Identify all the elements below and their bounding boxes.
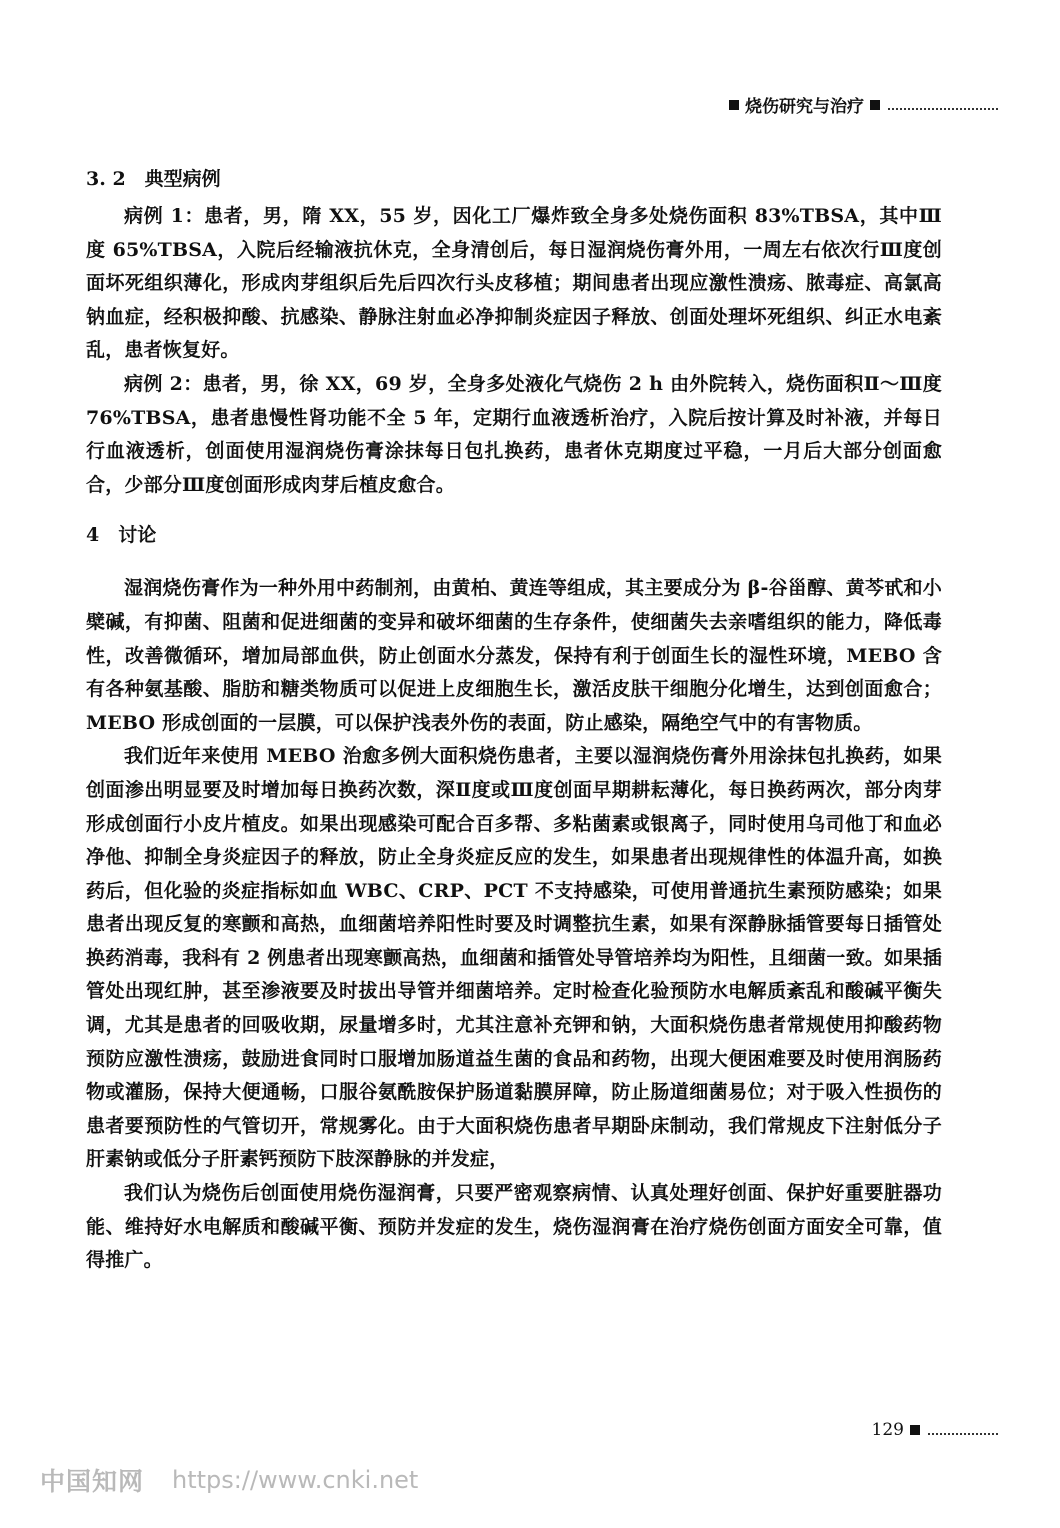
discussion-paragraph-2: 我们近年来使用 MEBO 治愈多例大面积烧伤患者，主要以湿润烧伤膏外用涂抹包扎换药，如果创面渗出明显要及时增加每日换药次数，深Ⅱ度或Ⅲ度创面早期耕耘薄化，每日换药两次，部分肉芽形成创面行小皮片植皮。如果出现感染可配合百多帮、多粘菌素或银离子，同时使用乌司他丁和血必净他、抑制全身炎症因子的释放，防止全身炎症反应的发生，如果患者出现规律性的体温升高，如换药后，但化验的炎症指标如血 WBC、CRP、PCT 不支持感染，可使用普通抗生素预防感染；如果患者出现反复的寒颤和高热，血细菌培养阳性时要及时调整抗生素，如果有深静脉插管要每日插管处换药消毒，我科有 2 例患者出现寒颤高热，血细菌和插管处导管培养均为阳性，且细菌一致。如果插管处出现红肿，甚至渗液要及时拔出导管并细菌培养。定时检查化验预防水电解质紊乱和酸碱平衡失调，尤其是患者的回吸收期，尿量增多时，尤其注意补充钾和钠，大面积烧伤患者常规使用抑酸药物预防应激性溃疡，鼓励进食同时口服增加肠道益生菌的食品和药物，出现大便困难要及时使用润肠药物或灌肠，保持大便通畅，口服谷氨酰胺保护肠道黏膜屏障，防止肠道细菌易位；对于吸入性损伤的患者要预防性的气管切开，常规雾化。由于大面积烧伤患者早期卧床制动，我们常规皮下注射低分子肝素钠或低分子肝素钙预防下肢深静脉的并发症， bbox=[86, 745, 942, 1171]
discussion-paragraph-3: 我们认为烧伤后创面使用烧伤湿润膏，只要严密观察病情、认真处理好创面、保护好重要脏器功能、维持好水电解质和酸碱平衡、预防并发症的发生，烧伤湿润膏在治疗烧伤创面方面安全可靠，值得推广。 bbox=[86, 1182, 942, 1272]
case-1-paragraph: 病例 1：患者，男，隋 XX，55 岁，因化工厂爆炸致全身多处烧伤面积 83%TBSA，其中Ⅲ度 65%TBSA，入院后经输液抗休克，全身清创后，每日湿润烧伤膏外用，一周左右依次行Ⅲ度创面坏死组织薄化，形成肉芽组织后先后四次行头皮移植；期间患者出现应激性溃疡、脓毒症、高氯高钠血症，经积极抑酸、抗感染、静脉注射血必净抑制炎症因子释放、创面处理坏死组织、纠正水电紊乱，患者恢复好。 bbox=[86, 205, 942, 362]
discussion-paragraph-1: 湿润烧伤膏作为一种外用中药制剂，由黄柏、黄连等组成，其主要成分为 β-谷甾醇、黄芩甙和小檗碱，有抑菌、阻菌和促进细菌的变异和破坏细菌的生存条件，使细菌失去亲嗜组织的能力，降低毒性，改善微循环，增加局部血供，防止创面水分蒸发，保持有利于创面生长的湿性环境，MEBO 含有各种氨基酸、脂肪和糖类物质可以促进上皮细胞生长，激活皮肤干细胞分化增生，达到创面愈合；MEBO 形成创面的一层膜，可以保护浅表外伤的表面，防止感染，隔绝空气中的有害物质。 bbox=[86, 577, 942, 734]
cnki-logo: 中国知网 bbox=[40, 1467, 145, 1496]
square-bullet-icon bbox=[910, 1425, 920, 1435]
article-body bbox=[86, 164, 942, 1278]
cnki-url: https://www.cnki.net bbox=[172, 1466, 419, 1494]
section-heading-4: 4 讨论 bbox=[86, 524, 157, 547]
case-2-paragraph: 病例 2：患者，男，徐 XX，69 岁，全身多处液化气烧伤 2 h 由外院转入，烧伤面积Ⅱ～Ⅲ度 76%TBSA，患者患慢性肾功能不全 5 年，定期行血液透析治疗，入院后按计算及时补液，并每日行血液透析，创面使用湿润烧伤膏涂抹每日包扎换药，患者休克期度过平稳，一月后大部分创面愈合，少部分Ⅲ度创面形成肉芽后植皮愈合。 bbox=[86, 372, 942, 496]
square-bullet-icon bbox=[870, 100, 880, 110]
page-number: 129 bbox=[871, 1420, 904, 1440]
square-bullet-icon bbox=[729, 100, 739, 110]
running-title: 烧伤研究与治疗 bbox=[745, 97, 864, 117]
dotted-leader bbox=[928, 1425, 998, 1435]
running-head bbox=[723, 92, 998, 117]
cnki-watermark bbox=[40, 1462, 418, 1498]
page-footer bbox=[872, 1420, 998, 1440]
section-heading-3-2: 3. 2 典型病例 bbox=[86, 168, 221, 190]
dotted-leader bbox=[888, 100, 998, 110]
